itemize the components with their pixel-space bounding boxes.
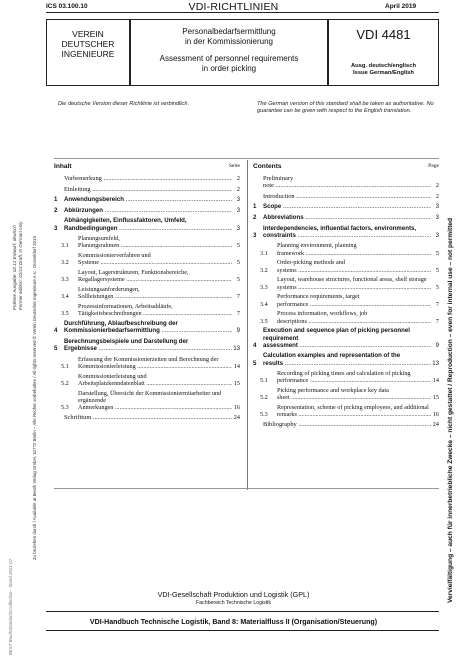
toc-entry[interactable] xyxy=(54,207,240,214)
toc-entry-page: 7 xyxy=(435,300,439,308)
toc-entry-number: 4 xyxy=(253,341,257,349)
toc-page-label: Page xyxy=(428,163,439,169)
toc-entry-title xyxy=(78,356,232,370)
toc-entry[interactable] xyxy=(54,320,240,334)
toc-entry-title xyxy=(78,235,232,249)
toc-entry[interactable] xyxy=(54,175,240,182)
toc-entry-number: 5.3 xyxy=(260,411,268,419)
toc-entry-title xyxy=(64,320,232,334)
toc-entry-title xyxy=(78,390,232,412)
toc-entry-title xyxy=(263,193,431,200)
title-en-line: in order picking xyxy=(201,63,257,73)
toc-entry[interactable] xyxy=(54,269,240,283)
toc-entry-text: Order-picking methods and systems ..... xyxy=(277,259,431,273)
toc-entry-number: 5 xyxy=(54,345,58,353)
edition-info xyxy=(329,63,438,77)
toc-entry-title xyxy=(78,303,232,317)
toc-entry-number: 5.1 xyxy=(260,377,268,385)
toc-entry-page: 5 xyxy=(435,266,439,274)
org-line: DEUTSCHER xyxy=(61,39,115,49)
toc-entry-title xyxy=(277,404,431,418)
toc-entry-page: 7 xyxy=(236,310,240,318)
org-line: INGENIEURE xyxy=(61,49,115,59)
toc-entry[interactable] xyxy=(253,421,439,428)
toc-entry-number: 4 xyxy=(54,327,58,335)
toc-entries xyxy=(54,175,240,421)
toc-entry-title xyxy=(78,286,232,300)
toc-entry[interactable] xyxy=(54,235,240,249)
standard-number: VDI 4481 xyxy=(356,27,411,42)
toc-entry-text: Planungsumfeld, Planungsrahmen ..... xyxy=(78,235,232,249)
toc-entry-page: 5 xyxy=(236,259,240,267)
toc-heading: Contents xyxy=(253,163,282,170)
toc-entry-number: 3.4 xyxy=(260,300,268,308)
toc-entry-text: Schrifttum ..... xyxy=(64,414,232,421)
former-edition-en: Former edition: 02/12 Draft, in German only xyxy=(17,221,23,310)
toc-entry[interactable] xyxy=(54,217,240,231)
toc-entry[interactable] xyxy=(253,225,439,239)
toc-entry-text: Vorbemerkung ..... xyxy=(64,175,232,182)
series-title: VDI-RICHTLINIEN xyxy=(188,1,279,13)
toc-entry-number: 3.5 xyxy=(61,310,69,318)
toc-entry-title xyxy=(78,269,232,283)
toc-entries xyxy=(253,175,439,428)
toc-entry-page: 9 xyxy=(236,327,240,335)
toc-entry-title xyxy=(64,186,232,193)
toc-entry-number: 3.1 xyxy=(260,249,268,257)
toc-header xyxy=(54,163,240,170)
toc-entry-text: Layout, Lagerstrukturen, Funktionsbereiche, Regallagersysteme ..... xyxy=(78,269,232,283)
toc-entry-title xyxy=(277,276,431,290)
toc-entry-title xyxy=(277,242,431,256)
toc-entry-text: Anwendungsbereich ..... xyxy=(64,196,232,203)
toc-entry-page: 16 xyxy=(432,411,439,419)
toc-entry-page: 3 xyxy=(236,206,240,214)
toc-entry-text: Leistungsanforderungen, Sollleistungen ..... xyxy=(78,286,232,300)
toc-entry[interactable] xyxy=(253,242,439,256)
toc-entry-number: 3.1 xyxy=(61,242,69,250)
toc-heading: Inhalt xyxy=(54,163,72,170)
authoritative-note-en: The German version of this standard shall be taken as authoritative. No guarantee can be given with respect to the English translation. xyxy=(257,101,434,114)
organization-box xyxy=(46,19,130,86)
toc-entry-page: 5 xyxy=(236,276,240,284)
toc-entry[interactable] xyxy=(54,414,240,421)
toc-entry-title xyxy=(64,217,232,231)
toc-entry-title xyxy=(263,203,431,210)
title-de-line: Personalbedarfsermittlung xyxy=(182,27,276,36)
toc-entry-text: Abbreviations ..... xyxy=(263,214,431,221)
toc-entry-number: 5.2 xyxy=(61,379,69,387)
toc-entry[interactable] xyxy=(253,259,439,273)
toc-entry-title xyxy=(263,175,431,189)
toc-entry-number: 3 xyxy=(54,224,58,232)
authoritative-note-de: Die deutsche Version dieser Richtlinie ist verbindlich. xyxy=(58,101,189,107)
copyright-note: Zu beziehen durch / Available at Beuth Verlag GmbH, 10772 Berlin – Alle Rechte vorbehalten / All rights reserved © Verein Deutscher Ingenieure e.V., Düsseldorf 2019 xyxy=(32,236,37,560)
toc-entry-page: 5 xyxy=(435,283,439,291)
header-rule xyxy=(46,12,439,13)
toc-entry[interactable] xyxy=(253,310,439,324)
toc-entry-page: 15 xyxy=(432,394,439,402)
toc-entry-title xyxy=(64,175,232,182)
toc-header xyxy=(253,163,439,170)
toc-entry-page: 24 xyxy=(233,413,240,421)
toc-entry-number: 5.3 xyxy=(61,404,69,412)
toc-entry-number: 3.3 xyxy=(260,283,268,291)
title-de-line: in der Kommissionierung xyxy=(184,36,274,46)
toc-entry-page: 16 xyxy=(233,404,240,412)
toc-entry-text: Calculation examples and representation of the results ..... xyxy=(263,352,431,366)
toc-entry-number: 3 xyxy=(253,231,257,239)
former-edition-de: Frühere Ausgabe: 02.12 Entwurf, deutsch xyxy=(12,225,17,310)
toc-entry-text: Picking performance and workplace key data sheet ..... xyxy=(277,387,431,401)
toc-entry-title xyxy=(277,259,431,273)
toc-entry-page: 5 xyxy=(236,242,240,250)
toc-entry-number: 3.3 xyxy=(61,276,69,284)
toc-top-rule xyxy=(54,158,439,159)
toc-entry-title xyxy=(263,225,431,239)
toc-entry-text: Process information, workflows, job descriptions ..... xyxy=(277,310,431,324)
toc-entry-text: Erfassung der Kommissionierzeiten und Berechnung der Kommissionierleistung ..... xyxy=(78,356,232,370)
toc-entry-text: Recording of picking times and calculation of picking performance ..... xyxy=(277,370,431,384)
toc-entry-text: Representation, scheme of picking employees, and additional remarks ..... xyxy=(277,404,431,418)
toc-entry-title xyxy=(263,421,431,428)
edition-line: Ausg. deutsch/englisch xyxy=(350,63,417,69)
toc-entry-text: Interdependencies, influential factors, environments, constraints ..... xyxy=(263,225,431,239)
toc-entry-number: 2 xyxy=(54,206,58,214)
toc-entry-page: 24 xyxy=(432,421,439,429)
toc-entry-number: 1 xyxy=(54,196,58,204)
toc-entry[interactable] xyxy=(253,175,439,189)
org-line: VEREIN xyxy=(72,29,104,39)
toc-entry-text: Scope ..... xyxy=(263,203,431,210)
toc-entry-page: 15 xyxy=(233,379,240,387)
toc-entry-page: 3 xyxy=(236,196,240,204)
toc-entry-title xyxy=(64,196,232,203)
ics-code: ICS 03.100.10 xyxy=(46,3,88,10)
toc-entry-title xyxy=(78,373,232,387)
toc-entry-text: Preliminary note ..... xyxy=(263,175,431,189)
toc-entry-text: Planning environment, planning framework ..... xyxy=(277,242,431,256)
toc-entry-page: 7 xyxy=(435,317,439,325)
toc-entry-number: 1 xyxy=(253,203,257,211)
toc-entry-number: 3.4 xyxy=(61,293,69,301)
toc-entry[interactable] xyxy=(253,193,439,200)
handbook-title: VDI-Handbuch Technische Logistik, Band 8: Materialfluss II (Organisation/Steuerung) xyxy=(89,618,378,626)
toc-entry[interactable] xyxy=(253,404,439,418)
toc-entry[interactable] xyxy=(253,276,439,290)
toc-entry-page: 13 xyxy=(432,359,439,367)
toc-entry-number: 5 xyxy=(253,359,257,367)
collection-stamp: BEST BeuthStandardsCollection - Stand 2021-07 xyxy=(8,558,13,655)
toc-entry[interactable] xyxy=(253,370,439,384)
toc-bottom-rule xyxy=(54,488,439,489)
toc-entry-page: 13 xyxy=(233,345,240,353)
title-box xyxy=(130,19,328,86)
toc-entry-text: Abhängigkeiten, Einflussfaktoren, Umfeld, Randbedingungen ..... xyxy=(64,217,232,231)
toc-entry-number: 5.1 xyxy=(61,362,69,370)
toc-entry[interactable] xyxy=(54,252,240,266)
toc-entry-page: 3 xyxy=(236,224,240,232)
toc-entry[interactable] xyxy=(54,356,240,370)
toc-entry[interactable] xyxy=(54,286,240,300)
toc-entry-text: Kommissionierleistung und Arbeitsplatzkenndatenblatt ..... xyxy=(78,373,232,387)
number-box xyxy=(328,19,439,86)
toc-entry-page: 14 xyxy=(233,362,240,370)
toc-entry-number: 3.2 xyxy=(260,266,268,274)
toc-entry-title xyxy=(263,327,431,349)
toc-entry-page: 2 xyxy=(236,185,240,193)
toc-entry-page: 2 xyxy=(435,192,439,200)
toc-entry[interactable] xyxy=(253,327,439,349)
toc-entry[interactable] xyxy=(54,338,240,352)
toc-entry-page: 2 xyxy=(236,175,240,182)
toc-entry-page: 3 xyxy=(435,231,439,239)
toc-entry-page: 14 xyxy=(432,377,439,385)
toc-entry-number: 3.2 xyxy=(61,259,69,267)
toc-entry[interactable] xyxy=(54,373,240,387)
toc-entry-page: 7 xyxy=(236,293,240,301)
toc-entry-number: 3.5 xyxy=(260,317,268,325)
toc-page-label: Seite xyxy=(228,163,240,169)
former-edition-note xyxy=(12,221,23,310)
toc-entry-text: Einleitung ..... xyxy=(64,186,232,193)
toc-entry[interactable] xyxy=(54,303,240,317)
toc-entry-title xyxy=(64,207,232,214)
publisher: VDI-Gesellschaft Produktion und Logistik (GPL) xyxy=(157,590,310,599)
toc-entry-text: Bibliography ..... xyxy=(263,421,431,428)
toc-entry-page: 2 xyxy=(435,182,439,190)
toc-entry-title xyxy=(277,370,431,384)
toc-entry-text: Layout, warehouse structures, functional areas, shelf storage systems ..... xyxy=(277,276,431,290)
toc-entry[interactable] xyxy=(253,387,439,401)
toc-entry-number: 2 xyxy=(253,213,257,221)
division: Fachbereich Technische Logistik xyxy=(196,600,271,606)
toc-entry-text: Darstellung, Übersicht der Kommissioniermitarbeiter und ergänzende Anmerkungen ..... xyxy=(78,390,232,412)
toc-entry-page: 3 xyxy=(435,203,439,211)
toc-entry[interactable] xyxy=(253,203,439,210)
title-en-line: Assessment of personnel requirements xyxy=(159,54,299,64)
toc-entry[interactable] xyxy=(54,196,240,203)
toc-entry-text: Introduction ..... xyxy=(263,193,431,200)
toc-entry-page: 5 xyxy=(435,249,439,257)
toc-entry-title xyxy=(277,293,431,307)
toc-entry-title xyxy=(64,414,232,421)
footer-rule-top xyxy=(46,611,439,612)
toc-entry-page: 3 xyxy=(435,213,439,221)
toc-entry-title xyxy=(277,310,431,324)
toc-entry-text: Prozessinformationen, Arbeitsabläufe, Tätigkeitsbeschreibungen ..... xyxy=(78,303,232,317)
toc-entry-title xyxy=(64,338,232,352)
toc-entry-number: 5.2 xyxy=(260,394,268,402)
footer-rule-bottom xyxy=(46,630,439,631)
toc-entry-text: Durchführung, Ablaufbeschreibung der Kommissionierbedarfsermittlung ..... xyxy=(64,320,232,334)
toc-german xyxy=(54,163,240,425)
toc-entry-text: Berechnungsbeispiele und Darstellung der Ergebnisse ..... xyxy=(64,338,232,352)
toc-entry-title xyxy=(263,214,431,221)
edition-line: Issue German/English xyxy=(353,70,414,76)
toc-entry[interactable] xyxy=(253,214,439,221)
issue-date: April 2019 xyxy=(385,3,417,10)
toc-english xyxy=(253,163,439,432)
toc-entry-text: Kommissionierverfahren und Systeme ..... xyxy=(78,252,232,266)
reproduction-notice: Vervielfältigung – auch für innerbetriebliche Zwecke – nicht gestattet / Reproduction – even for internal use – not permitted xyxy=(447,217,454,603)
column-separator xyxy=(247,160,248,490)
toc-entry[interactable] xyxy=(54,186,240,193)
toc-entry[interactable] xyxy=(253,352,439,366)
toc-entry-text: Abkürzungen ..... xyxy=(64,207,232,214)
toc-entry[interactable] xyxy=(54,390,240,412)
toc-entry-title xyxy=(277,387,431,401)
toc-entry-title xyxy=(78,252,232,266)
toc-entry[interactable] xyxy=(253,293,439,307)
toc-entry-text: Execution and sequence plan of picking personnel requirement assessment ..... xyxy=(263,327,431,349)
toc-entry-title xyxy=(263,352,431,366)
toc-entry-text: Performance requirements, target performance ..... xyxy=(277,293,431,307)
toc-entry-page: 9 xyxy=(435,341,439,349)
